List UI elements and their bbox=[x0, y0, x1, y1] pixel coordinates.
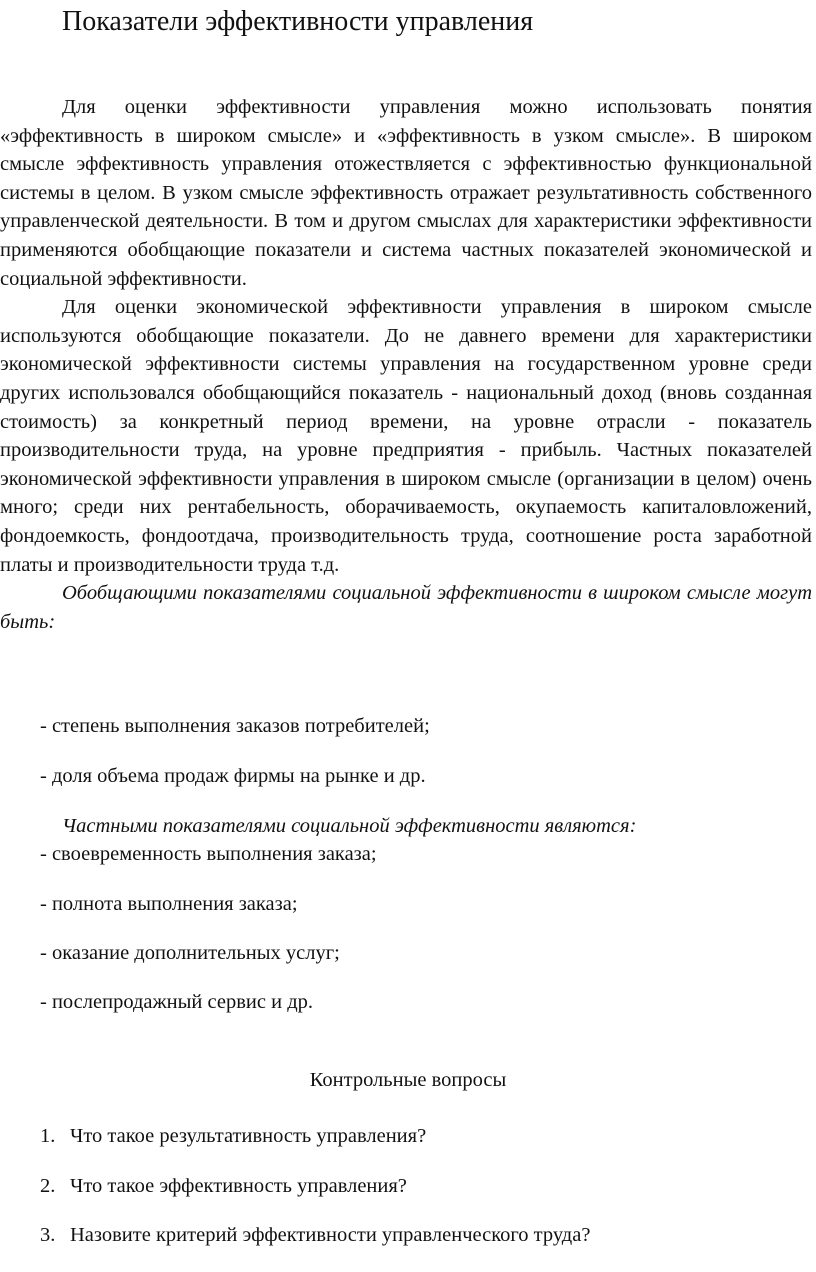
body-text bbox=[0, 93, 812, 636]
general-indicator-item: - доля объема продаж фирмы на рынке и др. bbox=[40, 765, 426, 787]
question-item bbox=[40, 1172, 407, 1200]
question-number: 2. bbox=[40, 1175, 56, 1197]
partial-indicator-item: - своевременность выполнения заказа; bbox=[40, 843, 377, 865]
document-title: Показатели эффективности управления bbox=[62, 6, 534, 37]
question-text: Что такое эффективность управления? bbox=[70, 1175, 407, 1197]
paragraph-efficiency-concepts: Для оценки эффективности управления можно использовать понятия «эффективность в широком смысле» и «эффективность в узком смысле». В широком смысле эффективность управления отожествляется с эффективностью функциональной системы в целом. В узком смысле эффективность отражает результативность собственного управленческой деятельности. В том и другом смыслах для характеристики эффективности применяются обобщающие показатели и система частных показателей экономической и социальной эффективности. bbox=[0, 96, 812, 290]
partial-indicator-item: - оказание дополнительных услуг; bbox=[40, 942, 340, 964]
question-text: Назовите критерий эффективности управленческого труда? bbox=[70, 1224, 591, 1246]
partial-indicator-item: - послепродажный сервис и др. bbox=[40, 991, 313, 1013]
question-item bbox=[40, 1221, 590, 1249]
control-questions-heading: Контрольные вопросы bbox=[309, 1069, 507, 1091]
question-item bbox=[40, 1122, 426, 1150]
paragraph-economic-efficiency: Для оценки экономической эффективности управления в широком смысле используются обобщающие показатели. До не давнего времени для характеристики экономической эффективности системы управления на государственном уровне среди других использовался обобщающийся показатель - национальный доход (вновь созданная стоимость) за конкретный период времени, на уровне отрасли - показатель производительности труда, на уровне предприятия - прибыль. Частных показателей экономической эффективности управления в широком смысле (организации в целом) очень много; среди них рентабельность, оборачиваемость, окупаемость капиталовложений, фондоемкость, фондоотдача, производительность труда, соотношение роста заработной платы и производительности труда т.д. bbox=[0, 296, 812, 576]
question-text: Что такое результативность управления? bbox=[70, 1125, 427, 1147]
question-number: 3. bbox=[40, 1224, 56, 1246]
paragraph-social-general-intro: Обобщающими показателями социальной эффективности в широком смысле могут быть: bbox=[0, 582, 812, 633]
question-number: 1. bbox=[40, 1125, 56, 1147]
partial-indicators-heading: Частными показателями социальной эффективности являются: bbox=[62, 815, 637, 837]
partial-indicator-item: - полнота выполнения заказа; bbox=[40, 893, 298, 915]
general-indicator-item: - степень выполнения заказов потребителей; bbox=[40, 715, 430, 737]
